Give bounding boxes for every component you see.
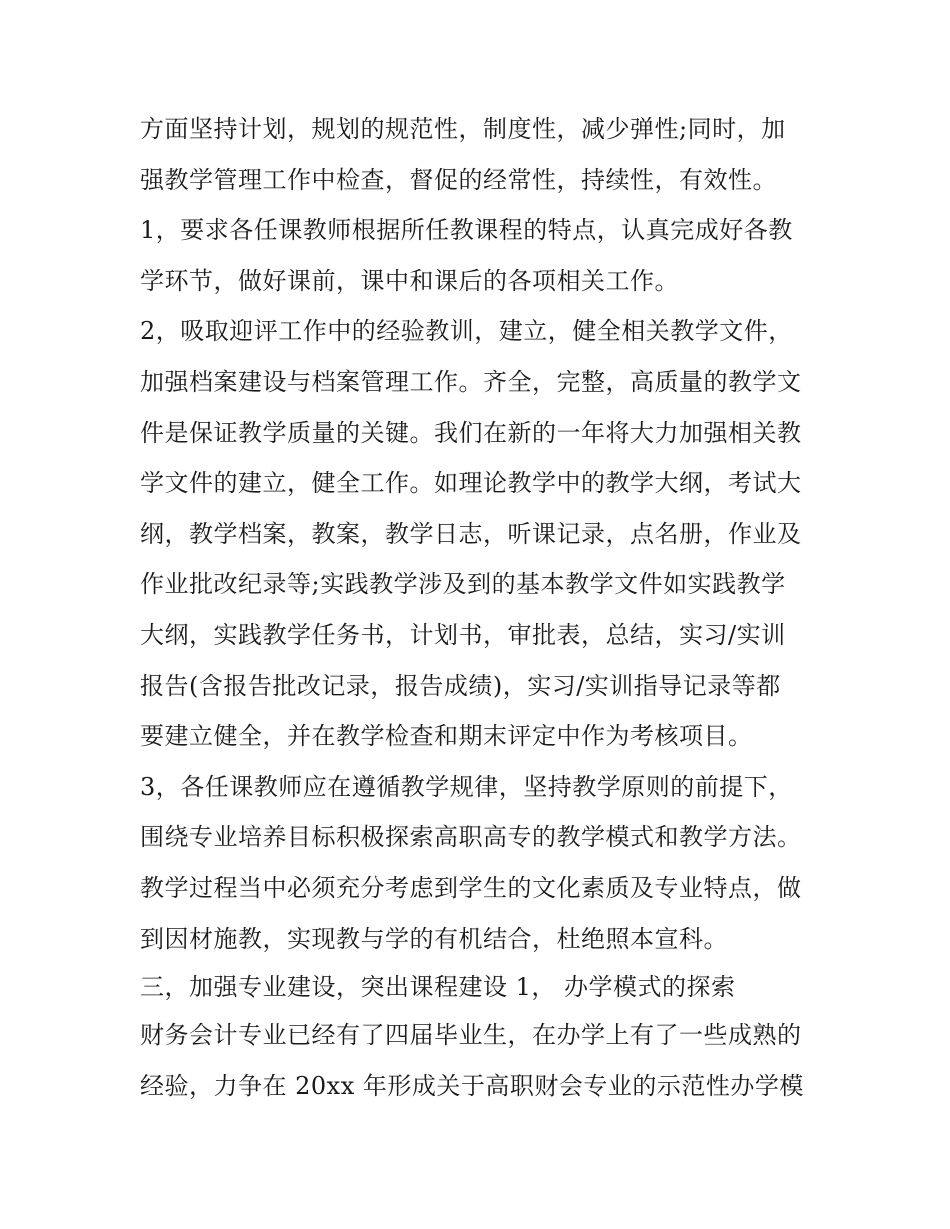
text-line: 大纲，实践教学任务书，计划书，审批表，总结，实习/实训 [140,620,786,649]
text-line: 经验，力争在 20xx 年形成关于高职财会专业的示范性办学模 [140,1071,804,1100]
text-line: 围绕专业培养目标积极探索高职高专的教学模式和教学方法。 [140,823,802,852]
text-line: 要建立健全，并在教学检查和期末评定中作为考核项目。 [140,722,753,751]
section-heading-line: 三，加强专业建设，突出课程建设 1， 办学模式的探索 [140,973,736,1002]
text-line: 作业批改纪录等;实践教学涉及到的基本教学文件如实践教学 [140,570,786,599]
text-line: 报告(含报告批改记录，报告成绩)，实习/实训指导记录等都 [140,671,781,700]
text-line: 2，吸取迎评工作中的经验教训，建立，健全相关教学文件， [140,317,793,346]
text-line: 到因材施教，实现教与学的有机结合，杜绝照本宣科。 [140,924,728,953]
text-line: 加强档案建设与档案管理工作。齐全，完整，高质量的教学文 [140,367,802,396]
text-line: 强教学管理工作中检查，督促的经常性，持续性，有效性。 [140,165,777,194]
text-line: 纲，教学档案，教案，教学日志，听课记录，点名册，作业及 [140,519,802,548]
text-line: 财务会计专业已经有了四届毕业生，在办学上有了一些成熟的 [140,1021,802,1050]
document-body [140,104,820,1111]
text-line: 件是保证教学质量的关键。我们在新的一年将大力加强相关教 [140,418,802,447]
text-line: 3，各任课教师应在遵循教学规律，坚持教学原则的前提下， [140,772,793,801]
text-line: 教学过程当中必须充分考虑到学生的文化素质及专业特点，做 [140,873,802,902]
text-line: 学文件的建立，健全工作。如理论教学中的教学大纲，考试大 [140,469,802,498]
text-line: 方面坚持计划，规划的规范性，制度性，减少弹性;同时，加 [140,115,786,143]
text-line: 学环节，做好课前，课中和课后的各项相关工作。 [140,266,679,295]
text-line: 1，要求各任课教师根据所任教课程的特点，认真完成好各教 [140,216,793,245]
